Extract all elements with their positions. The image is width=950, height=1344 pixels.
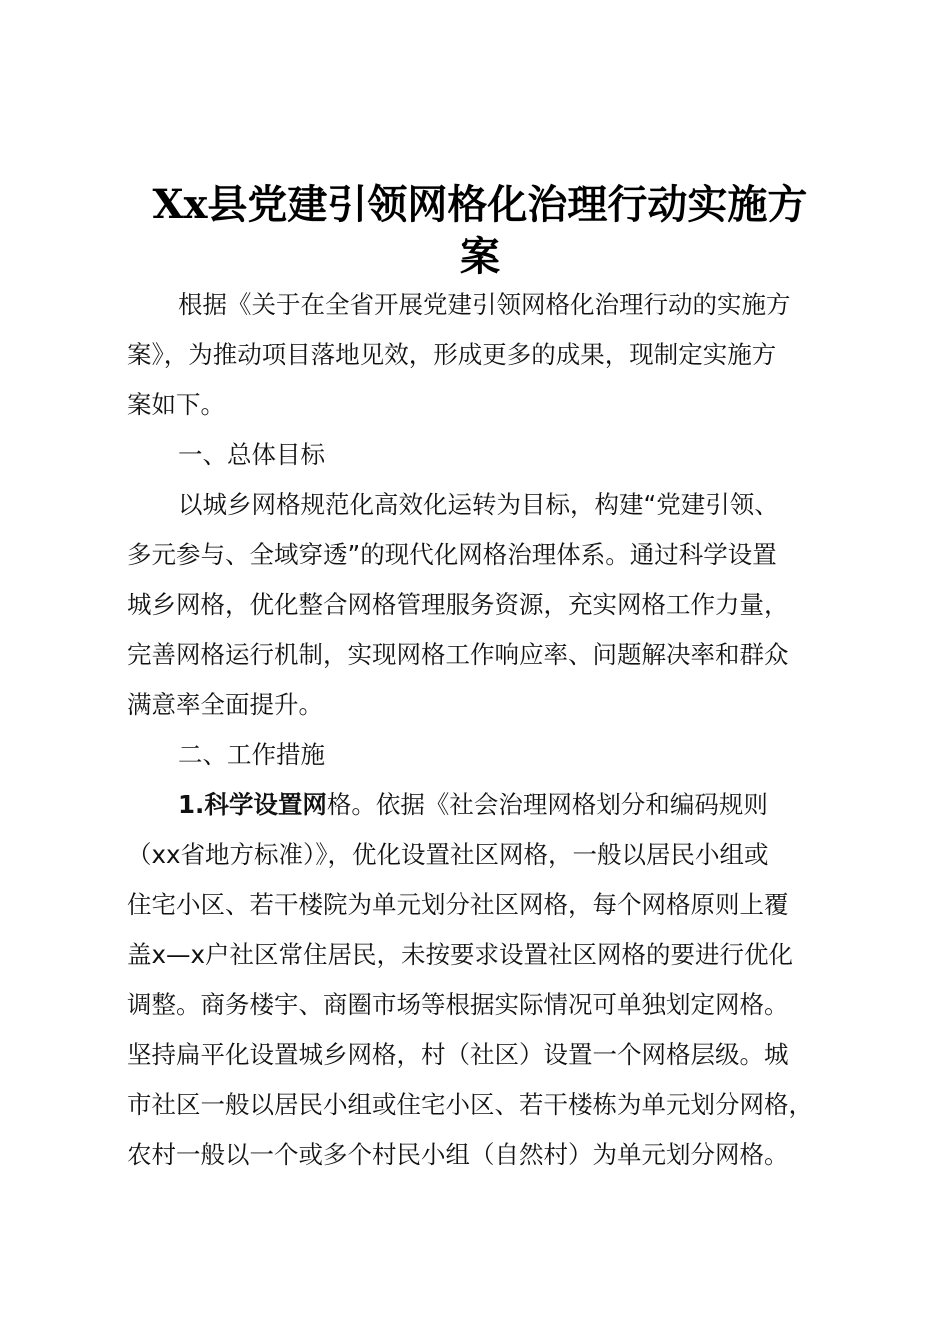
goal-paragraph-line: 以城乡网格规范化高效化运转为目标，构建“党建引领、 <box>178 490 779 519</box>
measure-paragraph-line: 农村一般以一个或多个村民小组（自然村）为单元划分网格。 <box>127 1140 789 1169</box>
measure-paragraph-line: （xx省地方标准）》，优化设置社区网格，一般以居民小组或 <box>127 840 769 869</box>
measure-paragraph-line: 坚持扁平化设置城乡网格，村（社区）设置一个网格层级。城 <box>127 1040 789 1069</box>
measure-paragraph-line: 调整。商务楼宇、商圈市场等根据实际情况可单独划定网格。 <box>127 990 789 1019</box>
measure-text: 格。依据《社会治理网格划分和编码规则 <box>326 790 768 819</box>
measure-paragraph-line: 市社区一般以居民小组或住宅小区、若干楼栋为单元划分网格， <box>127 1090 813 1119</box>
goal-paragraph-line: 满意率全面提升。 <box>127 690 323 719</box>
intro-paragraph-line: 根据《关于在全省开展党建引领网格化治理行动的实施方 <box>178 290 791 319</box>
measure-heading: 1.科学设置网 <box>178 790 327 819</box>
document-title-continued: 案 <box>460 233 500 280</box>
section-heading-work-measures: 二、工作措施 <box>178 740 325 769</box>
document-title: Xx县党建引领网格化治理行动实施方 <box>152 181 808 228</box>
section-heading-overall-goal: 一、总体目标 <box>178 440 325 469</box>
goal-paragraph-line: 多元参与、全域穿透”的现代化网格治理体系。通过科学设置 <box>127 540 777 569</box>
measure-paragraph-line: 盖x—x户社区常住居民，未按要求设置社区网格的要进行优化 <box>127 940 793 969</box>
intro-paragraph-line: 案如下。 <box>127 390 225 419</box>
measure-paragraph-line: 住宅小区、若干楼院为单元划分社区网格，每个网格原则上覆 <box>127 890 789 919</box>
measure-paragraph-first-line <box>127 780 839 830</box>
goal-paragraph-line: 完善网格运行机制，实现网格工作响应率、问题解决率和群众 <box>127 640 789 669</box>
goal-paragraph-line: 城乡网格，优化整合网格管理服务资源，充实网格工作力量， <box>127 590 789 619</box>
intro-paragraph-line: 案》，为推动项目落地见效，形成更多的成果，现制定实施方 <box>127 340 777 369</box>
